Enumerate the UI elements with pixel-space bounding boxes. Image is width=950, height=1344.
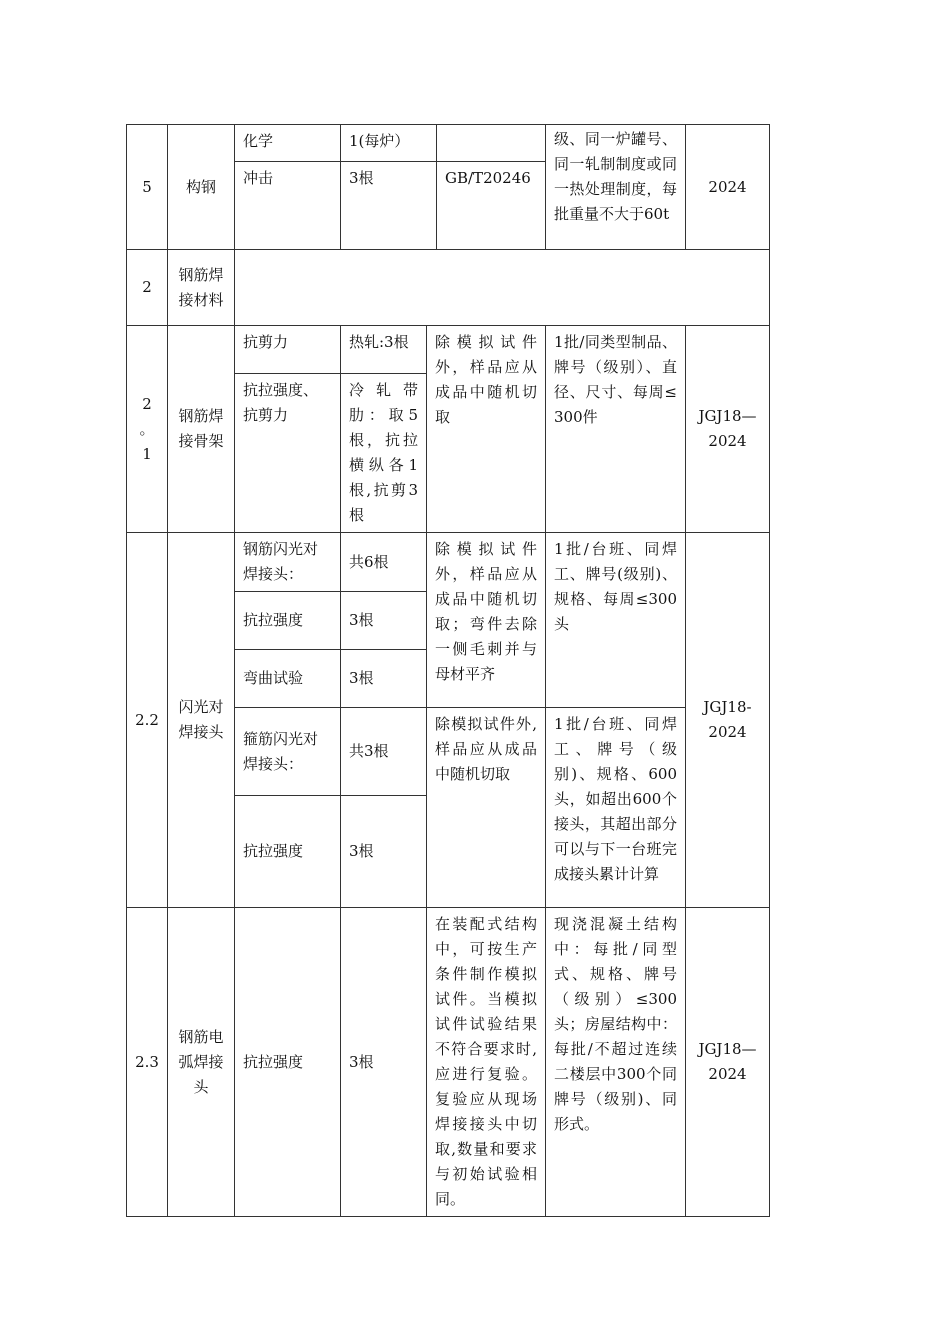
test-method-cell: [437, 125, 546, 162]
sampling-method: 除模拟试件外，样品应从成品中随机切取；弯件去除一侧毛刺并与母材平齐: [427, 533, 546, 708]
empty-merged-cell: [235, 250, 770, 326]
batch-rule: 1批/台班、同焊工、牌号(级别)、规格、每周≤300头: [546, 533, 686, 708]
sample-qty: 3根: [341, 592, 427, 650]
test-item: 抗拉强度: [235, 908, 341, 1217]
table-row-2-2: [127, 533, 770, 592]
sample-qty: 共3根: [341, 708, 427, 796]
standard: 2024: [686, 125, 770, 250]
sampling-method: 除模拟试件外，样品应从成品中随机切取: [427, 326, 546, 533]
inspection-table: [126, 124, 770, 1217]
sample-qty: 冷轧带肋：取5根，抗拉横纵各1根,抗剪3根: [341, 374, 427, 533]
test-method: GB/T20246: [437, 162, 546, 250]
test-item: 抗拉强度、抗剪力: [235, 374, 341, 533]
row-number: 2.3: [127, 908, 168, 1217]
sample-qty: 3根: [341, 908, 427, 1217]
sample-qty: 3根: [341, 796, 427, 908]
sampling-method: 除模拟试件外,样品应从成品中随机切取: [427, 708, 546, 908]
material-name: 构钢: [168, 125, 235, 250]
row-number: 5: [127, 125, 168, 250]
test-item: 箍筋闪光对焊接头：: [235, 708, 341, 796]
test-item: 抗拉强度: [235, 796, 341, 908]
material-name: 钢筋焊接材料: [168, 250, 235, 326]
row-number: 2.2: [127, 533, 168, 908]
sample-qty: 热轧:3根: [341, 326, 427, 374]
test-item: 弯曲试验: [235, 650, 341, 708]
sample-qty: 3根: [341, 162, 437, 250]
standard: JGJ18- 2024: [686, 533, 770, 908]
sample-qty: 3根: [341, 650, 427, 708]
material-name: 钢筋电弧焊接头: [168, 908, 235, 1217]
test-item: 抗剪力: [235, 326, 341, 374]
test-item: 抗拉强度: [235, 592, 341, 650]
test-item: 冲击: [235, 162, 341, 250]
test-item: 化学: [235, 125, 341, 162]
sampling-method: 在装配式结构中，可按生产条件制作模拟试件。当模拟试件试验结果不符合要求时,应进行复验。复验应从现场焊接接头中切取,数量和要求与初始试验相同。: [427, 908, 546, 1217]
batch-rule: 级、同一炉罐号、同一轧制制度或同一热处理制度，每批重量不大于60t: [546, 125, 686, 250]
batch-rule: 1批/台班、同焊工、牌号（级别)、规格、600头，如超出600个接头，其超出部分可以与下一台班完成接头累计计算: [546, 708, 686, 908]
table-row-5: [127, 125, 770, 162]
table-row-2-1: [127, 326, 770, 374]
material-name: 钢筋焊接骨架: [168, 326, 235, 533]
row-number: 2 。 1: [127, 326, 168, 533]
standard: JGJ18— 2024: [686, 326, 770, 533]
table-row-2-3: [127, 908, 770, 1217]
standard: JGJ18— 2024: [686, 908, 770, 1217]
test-item: 钢筋闪光对焊接头：: [235, 533, 341, 592]
batch-rule: 现浇混凝土结构中：每批/同型式、规格、牌号（级别）≤300头；房屋结构中：每批/不超过连续二楼层中300个同牌号（级别)、同形式。: [546, 908, 686, 1217]
table-row-2: [127, 250, 770, 326]
batch-rule: 1批/同类型制品、牌号（级别）、直径、尺寸、每周≤300件: [546, 326, 686, 533]
material-name: 闪光对焊接头: [168, 533, 235, 908]
sample-qty: 共6根: [341, 533, 427, 592]
row-number: 2: [127, 250, 168, 326]
sample-qty: 1(每炉）: [341, 125, 437, 162]
